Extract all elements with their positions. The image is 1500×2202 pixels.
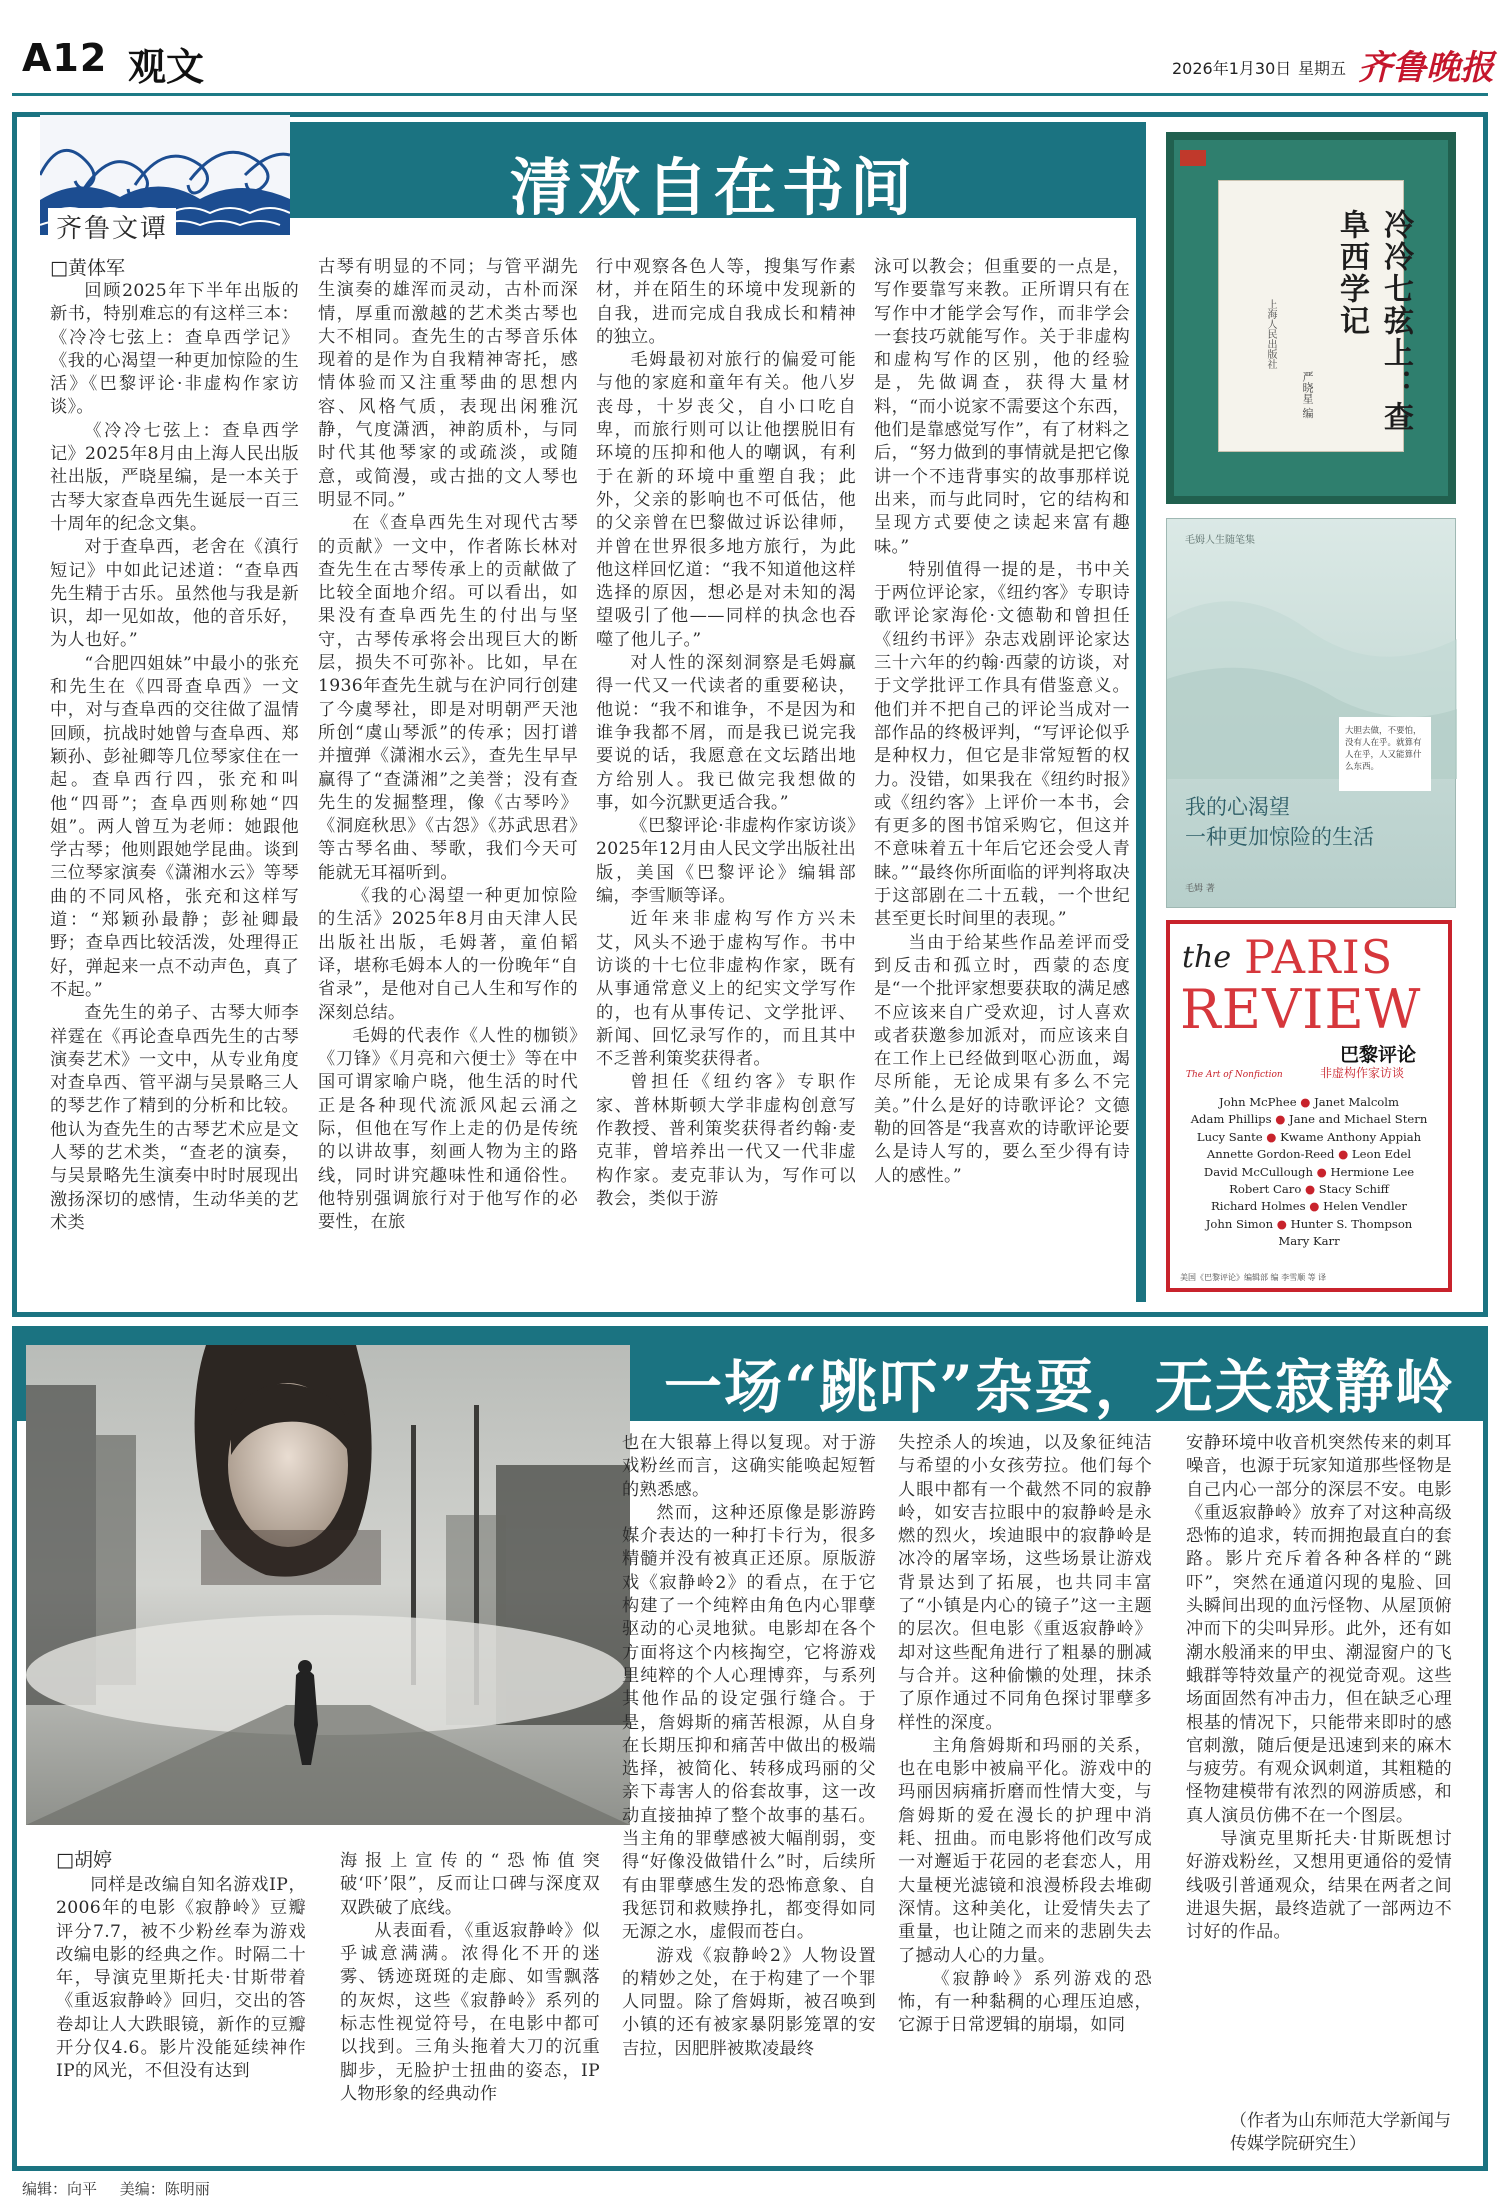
interviewee-name: Richard Holmes xyxy=(1211,1199,1306,1214)
paragraph: 回顾2025年下半年出版的新书，特别难忘的有这样三本：《冷冷七弦上：查阜西学记》《我的心渴望一种更加惊险的生活》《巴黎评论·非虚构作家访谈》。 xyxy=(50,281,299,418)
section-name: 观文 xyxy=(128,45,205,89)
interviewee-name: Hunter S. Thompson xyxy=(1290,1216,1413,1231)
article-column-1 xyxy=(56,1874,306,2159)
interviewee-line xyxy=(1178,1146,1440,1163)
paragraph: 海报上宣传的“恐怖值突破‘吓’限”，反而让口碑与深度双双跌破了底线。 xyxy=(340,1851,600,1918)
interviewee-name: David McCullough xyxy=(1203,1164,1313,1179)
interviewee-line xyxy=(1178,1164,1440,1181)
book-series: 毛姆人生随笔集 xyxy=(1185,535,1255,546)
paragraph: 近年来非虚构写作方兴未艾，风头不逊于虚构写作。书中访谈的十七位非虚构作家，既有从事通常意义上的纪实文学写作的，也有从事传记、文学批评、新闻、回忆录写作的，而且其中不乏普利策奖获得者。 xyxy=(596,909,856,1070)
paragraph: 《冷冷七弦上：查阜西学记》2025年8月由上海人民出版社出版，严晓星编，是一本关于古琴大家查阜西先生诞辰一百三十周年的纪念文集。 xyxy=(50,420,299,534)
article-column-3 xyxy=(596,256,856,1298)
bullet-icon: ● xyxy=(1273,1216,1291,1231)
bullet-icon: ● xyxy=(1334,1147,1352,1162)
paragraph: 毛姆最初对旅行的偏爱可能与他的家庭和童年有关。他八岁丧母，十岁丧父，自小口吃自卑，而旅行则可以让他摆脱旧有环境的压抑和他人的嘲讽，有利于在新的环境中重塑自我；此外，父亲的影响也不可低估，他的父亲曾在巴黎做过诉讼律师，并曾在世界很多地方旅行，为此他这样回忆道：“我不知道他这样选择的原因，想必是对未知的渴望吸引了他——同样的执念也吞噬了他儿子。” xyxy=(596,350,856,650)
interviewee-name: John Simon xyxy=(1205,1216,1274,1231)
interviewee-line xyxy=(1178,1216,1440,1233)
header-divider xyxy=(12,93,1488,96)
paragraph: 对人性的深刻洞察是毛姆赢得一代又一代读者的重要秘诀，他说：“我不和谁争，不是因为和谁争我都不屑，而是我已说完我要说的话，我愿意在文坛踏出地方给别人。我已做完我想做的事，如今沉默更适合我。” xyxy=(596,653,856,813)
paragraph: 泳可以教会；但重要的一点是，写作要靠写来教。正所谓只有在写作中才能学会写作，而非学会一套技巧就能写作。关于非虚构和虚构写作的区别，他的经验是，先做调查，获得大量材料，“而小说家不需要这个东西，他们是靠感觉写作”，有了材料之后，“努力做到的事情就是把它像讲一个不违背事实的故事那样说出来，而与此同时，它的结构和呈现方式要使之读起来富有趣味。” xyxy=(874,257,1130,557)
cover-title-cn: 巴黎评论 xyxy=(1340,1044,1417,1066)
book-cover-paris-review xyxy=(1166,920,1452,1292)
bullet-icon: ● xyxy=(1262,1129,1281,1144)
issue-weekday: 星期五 xyxy=(1298,59,1347,78)
paragraph: 《我的心渴望一种更加惊险的生活》2025年8月由天津人民出版社出版，毛姆著，童伯韬译，堪称毛姆本人的一份晚年“自省录”，是他对自己人生和写作的深刻总结。 xyxy=(318,886,578,1023)
interviewee-name: Robert Caro xyxy=(1229,1182,1302,1197)
page-footer xyxy=(22,2178,228,2199)
article-column-2 xyxy=(318,256,578,1298)
paragraph: 然而，这种还原像是影游跨媒介表达的一种打卡行为，很多精髓并没有被真正还原。原版游戏《寂静岭2》的看点，在于它构建了一个纯粹由角色内心罪孽驱动的心灵地狱。电影却在各个方面将这个内核掏空，它将游戏里纯粹的个人心理博弈，与系列其他作品的设定强行缝合。于是，詹姆斯的痛苦根源，从自身在长期压抑和痛苦中做出的极端选择，被简化、转移成玛丽的父亲下毒害人的俗套故事，这一改动直接抽掉了整个故事的基石。当主角的罪孽感被大幅削弱，变得“好像没做错什么”时，后续所有由罪孽感生发的恐怖意象、自我惩罚和救赎挣扎，都变得如同无源之水，虚假而苍白。 xyxy=(622,1502,876,1943)
interviewee-name: Leon Edel xyxy=(1351,1147,1412,1162)
book-title: 冷冷七弦上：查阜西学记 xyxy=(1334,209,1413,433)
book-cover-qinxue xyxy=(1166,132,1456,504)
publisher-tag xyxy=(1180,150,1206,166)
cover-credits: 美国《巴黎评论》编辑部 编 李雪顺 等 译 xyxy=(1180,1273,1327,1282)
issue-date: 2026年1月30日 xyxy=(1172,59,1292,78)
bullet-icon: ● xyxy=(1271,1112,1290,1127)
book-editor: 严晓星 编 xyxy=(1301,371,1314,419)
paragraph: 查先生的弟子、古琴大师李祥霆在《再论查阜西先生的古琴演奏艺术》一文中，从专业角度对查阜西、管平湖与吴景略三人的琴艺作了精到的分析和比较。他认为查先生的古琴艺术应是文人琴的艺术类，“查老的演奏，与吴景略先生演奏中时时展现出激扬深切的感情，生动华美的艺术类 xyxy=(50,1003,299,1233)
cover-word-paris: PARIS xyxy=(1244,930,1394,984)
interviewee-name: Adam Phillips xyxy=(1190,1112,1272,1127)
article-title: 一场“跳吓”杂耍，无关寂静岭 xyxy=(664,1353,1455,1421)
interviewee-name: Helen Vendler xyxy=(1323,1199,1407,1214)
article-column-2 xyxy=(340,1850,600,2159)
page-header xyxy=(0,0,1500,108)
bullet-icon: ● xyxy=(1301,1182,1319,1197)
frame-divider xyxy=(1136,122,1146,1302)
interviewee-name: Mary Karr xyxy=(1278,1234,1340,1249)
author-byline: □胡婷 xyxy=(56,1849,112,1871)
cover-word-review: REVIEW xyxy=(1180,978,1422,1041)
paragraph: 也在大银幕上得以复现。对于游戏粉丝而言，这确实能唤起短暂的熟悉感。 xyxy=(622,1433,876,1500)
article-column-1 xyxy=(50,280,299,1298)
book-cover-maugham xyxy=(1166,518,1456,908)
interviewee-name: Lucy Sante xyxy=(1196,1129,1263,1144)
interviewee-line xyxy=(1178,1129,1440,1146)
book-publisher: 上海人民出版社 xyxy=(1265,299,1276,369)
interviewee-name: Stacy Schiff xyxy=(1318,1182,1389,1197)
paragraph: “合肥四姐妹”中最小的张充和先生在《四哥查阜西》一文中，对与查阜西的交往做了温情回顾，抗战时她曾与查阜西、郑颖孙、彭祉卿等几位琴家住在一起。查阜西行四，张充和叫他“四哥”；查阜西则称她“四姐”。两人曾互为老师：她跟他学古琴；他则跟她学昆曲。谈到三位琴家演奏《潇湘水云》等琴曲的不同风格，张充和这样写道：“郑颖孙最静；彭祉卿最野；查阜西比较活泼，处理得正好，弹起来一点不动声色，真了不起。” xyxy=(50,653,299,1000)
paragraph: 从表面看，《重返寂静岭》似乎诚意满满。浓得化不开的迷雾、锈迹斑斑的走廊、如雪飘落的灰烬，这些《寂静岭》系列的标志性视觉符号，在电影中都可以找到。三角头拖着大刀的沉重脚步，无脸护士扭曲的姿态，IP人物形象的经典动作 xyxy=(340,1920,600,2104)
page-number: A12 xyxy=(22,36,108,80)
paragraph: 行中观察各色人等，搜集写作素材，并在陌生的环境中发现新的自我，进而完成自我成长和精神的独立。 xyxy=(596,257,856,347)
bullet-icon: ● xyxy=(1305,1199,1324,1214)
cover-word-the: the xyxy=(1182,940,1232,975)
paragraph: 特别值得一提的是，书中关于两位评论家，《纽约客》专职诗歌评论家海伦·文德勒和曾担任《纽约书评》杂志戏剧评论家达三十六年的约翰·西蒙的访谈，对于文学批评工作具有借鉴意义。他们并不把自己的评论当成对一部作品的终极评判，“写评论似乎是种权力，但它是非常短暂的权力。没错，如果我在《纽约时报》或《纽约客》上评价一本书，会有更多的图书馆采购它，但这并不意味着五十年后它还会受人青睐。”“最终你所面临的评判将取决于这部剧在二十五载，一个世纪甚至更长时间里的表现。” xyxy=(874,559,1130,930)
movie-still-image xyxy=(26,1345,630,1825)
interviewee-name: Annette Gordon-Reed xyxy=(1206,1147,1335,1162)
interviewee-name: Hermione Lee xyxy=(1330,1164,1415,1179)
interviewee-line xyxy=(1178,1233,1440,1250)
cover-subtitle-en: The Art of Nonfiction xyxy=(1186,1070,1283,1080)
interviewee-line xyxy=(1178,1094,1440,1111)
interviewee-line xyxy=(1178,1111,1440,1128)
interviewee-list xyxy=(1178,1094,1440,1251)
paragraph: 同样是改编自知名游戏IP，2006年的电影《寂静岭》豆瓣评分7.7，被不少粉丝奉为游戏改编电影的经典之作。时隔二十年，导演克里斯托夫·甘斯带着《重返寂静岭》回归，交出的答卷却让人大跌眼镜，新作的豆瓣开分仅4.6。影片没能延续神作IP的风光，不但没有达到 xyxy=(56,1875,306,2082)
article-column-5 xyxy=(1186,1432,1452,2104)
column-label: 齐鲁文谭 xyxy=(48,208,176,245)
paragraph: 古琴有明显的不同；与管平湖先生演奏的雄浑而灵动，古朴而深情，厚重而激越的艺术类古琴也大不相同。查先生的古琴音乐体现着的是作为自我精神寄托，感情体验而又注重琴曲的思想内容、风格气质，表现出闲雅沉静，气度潇洒，神韵质朴，与同时代其他琴家的或疏淡，或随意，或简漫，或古拙的文人琴也明显不同。” xyxy=(318,257,578,510)
book-blurb: 大胆去做，不要怕，没有人在乎。就算有人在乎，人又能算什么东西。 xyxy=(1339,717,1431,791)
paragraph: 毛姆的代表作《人性的枷锁》《刀锋》《月亮和六便士》等在中国可谓家喻户晓，他生活的时代正是各种现代流派风起云涌之际，但他在写作上走的仍是传统的以讲故事，刻画人物为主的路线，同时讲究趣味性和通俗性。他特别强调旅行对于他写作的必要性，在旅 xyxy=(318,1025,578,1233)
paragraph: 在《查阜西先生对现代古琴的贡献》一文中，作者陈长林对查先生在古琴传承上的贡献做了比较全面地介绍。可以看出，如果没有查阜西先生的付出与坚守，古琴传承将会出现巨大的断层，损失不可弥补。比如，早在1936年查先生就与在沪同行创建了今虞琴社，即是对明朝严天池所创“虞山琴派”的传承；因打谱并擅弹《潇湘水云》，查先生早早赢得了“查潇湘”之美誉；没有查先生的发掘整理，像《古琴吟》《洞庭秋思》《古怨》《苏武思君》等古琴名曲、琴歌，我们今天可能就无耳福听到。 xyxy=(318,513,578,883)
article-column-3 xyxy=(622,1432,876,2159)
paragraph: 安静环境中收音机突然传来的刺耳噪音，也源于玩家知道那些怪物是自己内心一部分的深层不安。电影《重返寂静岭》放弃了对这种高级恐怖的追求，转而拥抱最直白的套路。影片充斥着各种各样的“跳吓”，突然在通道闪现的鬼脸、回头瞬间出现的血污怪物、从屋顶俯冲而下的尖叫异形。此外，还有如潮水般涌来的甲虫、潮湿窗户的飞蛾群等特效量产的视觉奇观。这些场面固然有冲击力，但在缺乏心理根基的情况下，只能带来即时的感官刺激，随后便是迅速到来的麻木与疲劳。有观众讽刺道，其粗糙的怪物建模带有浓烈的网游质感，和真人演员仿佛不在一个图层。 xyxy=(1186,1433,1452,1826)
book-author: 毛姆 著 xyxy=(1185,884,1215,894)
paragraph: 游戏《寂静岭2》人物设置的精妙之处，在于构建了一个罪人同盟。除了詹姆斯，被召唤到小镇的还有被家暴阴影笼罩的安吉拉，因肥胖被欺凌最终 xyxy=(622,1945,876,2059)
article-column-4 xyxy=(898,1432,1152,2159)
bullet-icon: ● xyxy=(1312,1164,1331,1179)
paragraph: 导演克里斯托夫·甘斯既想讨好游戏粉丝，又想用更通俗的爱情线吸引普通观众，结果在两者之间进退失据，最终造就了一部两边不讨好的作品。 xyxy=(1186,1829,1452,1943)
interviewee-name: Jane and Michael Stern xyxy=(1289,1112,1428,1127)
author-note: （作者为山东师范大学新闻与传媒学院研究生） xyxy=(1230,2111,1451,2154)
article-column-4 xyxy=(874,256,1130,1298)
newspaper-masthead: 齐鲁晚报 xyxy=(1358,48,1494,88)
paragraph: 《寂静岭》系列游戏的恐怖，有一种黏稠的心理压迫感，它源于日常逻辑的崩塌，如同 xyxy=(898,1968,1152,2036)
interviewee-name: Janet Malcolm xyxy=(1314,1095,1399,1109)
interviewee-name: John McPhee xyxy=(1218,1095,1297,1109)
interviewee-line xyxy=(1178,1181,1440,1198)
paragraph: 曾担任《纽约客》专职作家、普林斯顿大学非虚构创意写作教授、普利策奖获得者约翰·麦克菲，曾培养出一代又一代非虚构作家。麦克菲认为，写作可以教会，类似于游 xyxy=(596,1072,856,1209)
cover-subtitle-cn: 非虚构作家访谈 xyxy=(1320,1066,1405,1080)
designer-credit: 美编：陈明丽 xyxy=(119,2180,210,2198)
paragraph: 当由于给某些作品差评而受到反击和孤立时，西蒙的态度是“一个批评家想要获取的满足感不应该来自广受欢迎，讨人喜欢或者获邀参加派对，而应该来自在工作上已经做到呕心沥血，竭尽所能，无论成果有多么不完美。”什么是好的诗歌评论？文德勒的回答是“我喜欢的诗歌评论要么是诗人写的，要么至少得有诗人的感性。” xyxy=(874,932,1130,1186)
bullet-icon: ● xyxy=(1296,1095,1315,1109)
editor-credit: 编辑：向平 xyxy=(22,2180,98,2198)
book-title-line2: 一种更加惊险的生活 xyxy=(1185,825,1374,849)
paragraph: 主角詹姆斯和玛丽的关系，也在电影中被扁平化。游戏中的玛丽因病痛折磨而性情大变，与詹姆斯的爱在漫长的护理中消耗、扭曲。而电影将他们改写成一对邂逅于花园的老套恋人，用大量梗光滤镜和浪漫桥段去堆砌深情。这种美化，让爱情失去了重量，也让随之而来的悲剧失去了撼动人心的力量。 xyxy=(898,1735,1152,1966)
paragraph: 失控杀人的埃迪，以及象征纯洁与希望的小女孩劳拉。他们每个人眼中都有一个截然不同的寂静岭，如安吉拉眼中的寂静岭是永燃的烈火，埃迪眼中的寂静岭是冰冷的屠宰场，这些场景让游戏背景达到了拓展，也共同丰富了“小镇是内心的镜子”这一主题的层次。但电影《重返寂静岭》却对这些配角进行了粗暴的删减与合并。这种偷懒的处理，抹杀了原作通过不同角色探讨罪孽多样性的深度。 xyxy=(898,1433,1152,1733)
interviewee-line xyxy=(1178,1198,1440,1215)
article-title: 清欢自在书间 xyxy=(510,151,919,224)
paragraph: 《巴黎评论·非虚构作家访谈》2025年12月由人民文学出版社出版，美国《巴黎评论》编辑部编，李雪顺等译。 xyxy=(596,816,856,907)
paragraph: 对于查阜西，老舍在《滇行短记》中如此记述道：“查阜西先生精于古乐。虽然他与我是新识，却一见如故，他的音乐好，为人也好。” xyxy=(50,537,299,651)
book-title-line1: 我的心渴望 xyxy=(1185,795,1290,819)
interviewee-name: Kwame Anthony Appiah xyxy=(1280,1129,1422,1144)
author-byline: □黄体军 xyxy=(50,257,125,279)
